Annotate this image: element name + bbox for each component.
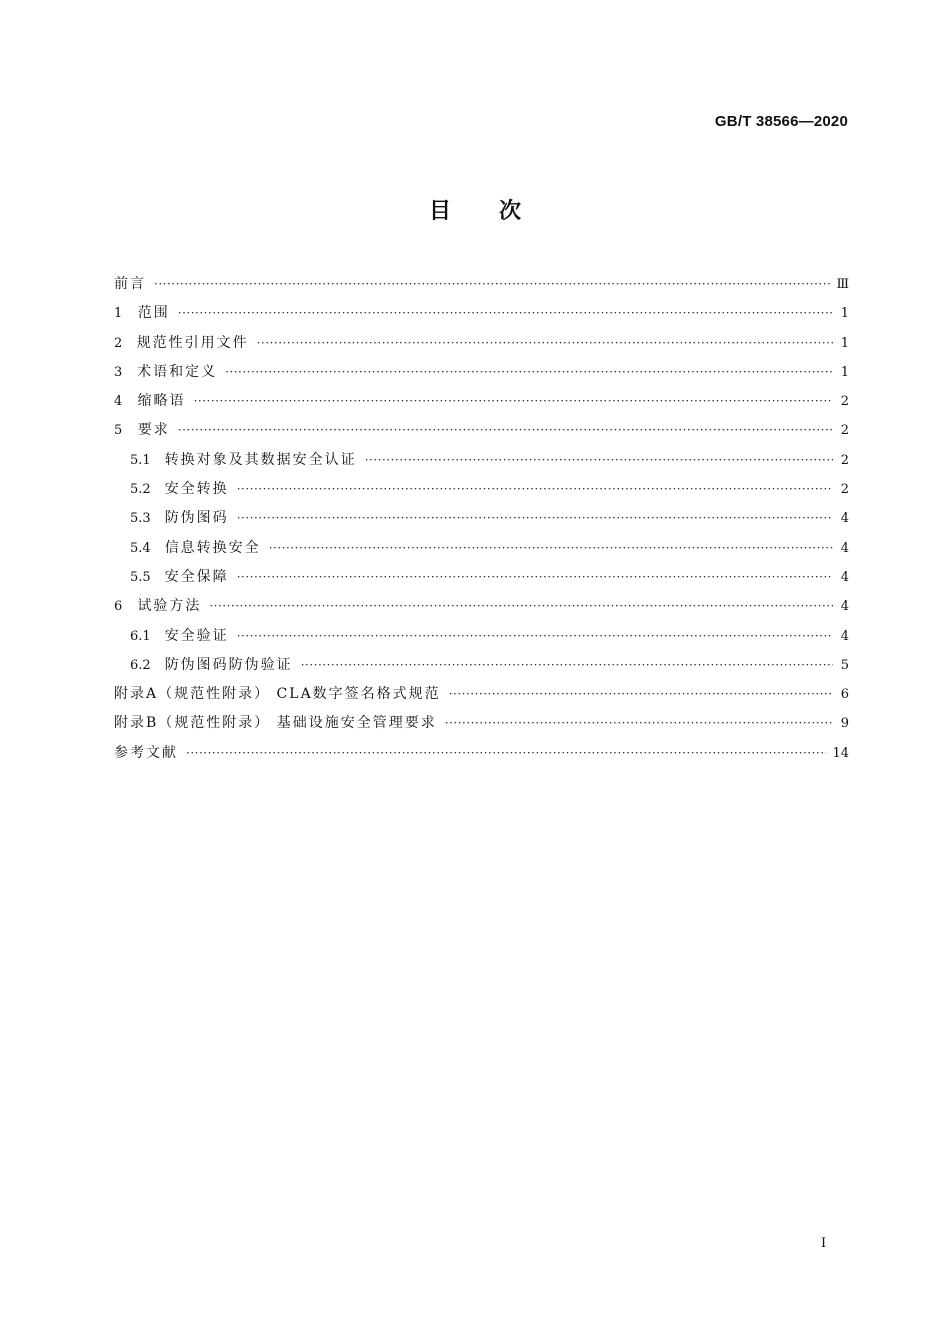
toc-entry-label: 安全验证 (164, 627, 229, 644)
toc-entry-number: 5.4 (130, 540, 151, 556)
dot-leader (225, 358, 833, 387)
toc-entry-page: 4 (840, 628, 849, 644)
dot-leader (237, 622, 833, 651)
dot-leader (365, 446, 833, 475)
toc-entry-page: 4 (840, 511, 849, 527)
toc-entry-number: 6.1 (130, 628, 151, 644)
toc-entry-page: 9 (840, 716, 849, 732)
toc-entry[interactable] (114, 416, 849, 445)
toc-entry-label: 转换对象及其数据安全认证 (164, 451, 357, 468)
dot-leader (209, 592, 833, 621)
toc-entry[interactable] (114, 709, 849, 738)
dot-leader (237, 504, 833, 533)
dot-leader (269, 534, 833, 563)
toc-entry-number: 5.2 (130, 482, 151, 498)
toc-entry-number: 5 (114, 423, 123, 439)
toc-entry-label: 试验方法 (137, 598, 202, 615)
toc-entry-number: 1 (114, 306, 123, 322)
toc-entry-page: 4 (840, 540, 849, 556)
toc-entry-number: 5.1 (130, 452, 151, 468)
toc-entry-page: 4 (840, 569, 849, 585)
toc-entry-page: 1 (840, 364, 849, 380)
toc-entry-label: 要求 (137, 422, 170, 439)
toc-entry-label: 信息转换安全 (164, 539, 261, 556)
standard-code: GB/T 38566—2020 (714, 113, 848, 130)
toc-entry[interactable] (114, 329, 849, 358)
toc-entry[interactable] (114, 475, 849, 504)
toc-entry[interactable] (114, 592, 849, 621)
toc-entry[interactable] (114, 622, 849, 651)
dot-leader (178, 416, 833, 445)
toc-entry-label: 缩略语 (137, 393, 186, 410)
toc-entry-number: 6.2 (130, 657, 151, 673)
toc-entry-page: 5 (840, 657, 849, 673)
toc-entry-label: 参考文献 (114, 744, 178, 761)
toc-entry-label: 前言 (114, 276, 146, 292)
toc-entry-page: 2 (840, 482, 849, 498)
dot-leader (186, 739, 826, 768)
toc-entry-page: 2 (840, 423, 849, 439)
toc-entry-page: 1 (840, 306, 849, 322)
dot-leader (257, 329, 833, 358)
toc-entry[interactable] (114, 446, 849, 475)
dot-leader (445, 709, 833, 738)
toc-entry-number: 4 (114, 394, 123, 410)
toc-entry-page: 14 (832, 745, 849, 761)
toc-entry-page: 6 (840, 687, 849, 703)
toc-entry-label: 防伪图码防伪验证 (164, 656, 293, 673)
toc-entry-label: 附录A（规范性附录） CLA数字签名格式规范 (114, 686, 441, 703)
dot-leader (301, 651, 833, 680)
toc-entry[interactable] (114, 651, 849, 680)
toc-entry[interactable] (114, 563, 849, 592)
table-of-contents (114, 270, 849, 768)
toc-entry-number: 5.3 (130, 511, 151, 527)
toc-entry-label: 术语和定义 (137, 363, 218, 380)
toc-entry-number: 2 (114, 335, 123, 351)
toc-entry[interactable] (114, 270, 849, 299)
dot-leader (449, 680, 833, 709)
dot-leader (178, 299, 833, 328)
toc-entry-number: 6 (114, 599, 123, 615)
dot-leader (237, 475, 833, 504)
toc-entry[interactable] (114, 534, 849, 563)
toc-entry[interactable] (114, 680, 849, 709)
page-title: 目次 (428, 199, 569, 224)
toc-entry-label: 安全转换 (164, 481, 229, 498)
toc-entry-page: 4 (840, 599, 849, 615)
toc-entry-page: 1 (840, 335, 849, 351)
toc-entry-label: 附录B（规范性附录） 基础设施安全管理要求 (114, 715, 437, 732)
dot-leader (154, 270, 830, 299)
dot-leader (194, 387, 833, 416)
toc-entry[interactable] (114, 358, 849, 387)
toc-entry-label: 防伪图码 (164, 510, 229, 527)
toc-entry-label: 安全保障 (164, 568, 229, 585)
toc-entry-label: 规范性引用文件 (136, 334, 249, 351)
toc-entry[interactable] (114, 387, 849, 416)
toc-entry-number: 5.5 (130, 569, 151, 585)
toc-entry-label: 范围 (137, 305, 170, 322)
toc-entry[interactable] (114, 739, 849, 768)
page-number: I (821, 1236, 827, 1251)
toc-entry-page: 2 (840, 452, 849, 468)
toc-entry-number: 3 (114, 364, 123, 380)
toc-entry-page: Ⅲ (836, 277, 849, 292)
toc-entry[interactable] (114, 504, 849, 533)
toc-entry-page: 2 (840, 394, 849, 410)
dot-leader (237, 563, 833, 592)
toc-entry[interactable] (114, 299, 849, 328)
